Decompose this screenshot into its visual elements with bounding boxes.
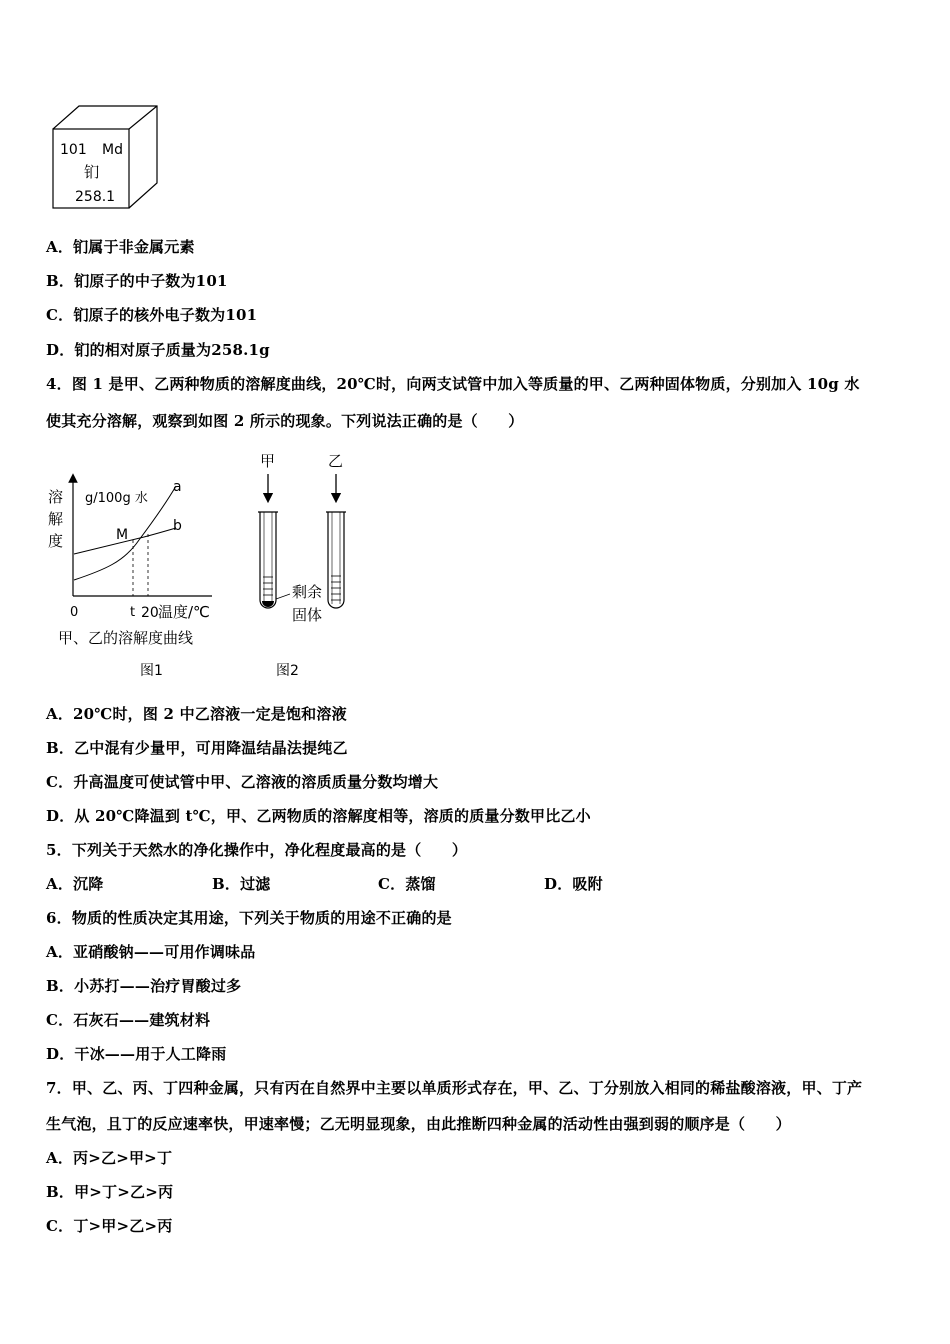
tick-t-label: t [130, 605, 136, 620]
residue-label-1: 剩余 [292, 583, 323, 601]
q5-stem: 5．下列关于天然水的净化操作中，净化程度最高的是（ ） [46, 841, 468, 859]
q6-option-b: B．小苏打——治疗胃酸过多 [46, 977, 242, 995]
q6-stem: 6．物质的性质决定其用途，下列关于物质的用途不正确的是 [46, 909, 452, 927]
y-label-3: 度 [48, 532, 64, 550]
q3-option-a: A．钔属于非金属元素 [46, 238, 195, 256]
q7-stem-line1: 7．甲、乙、丙、丁四种金属，只有丙在自然界中主要以单质形式存在，甲、乙、丁分别放入相同的稀盐酸溶液，甲、丁产 [46, 1079, 863, 1097]
fig2-label: 图2 [276, 663, 299, 679]
q4-option-b: B．乙中混有少量甲，可用降温结晶法提纯乙 [46, 739, 348, 757]
y-unit: g/100g 水 [85, 491, 148, 506]
solubility-curve-figure [44, 470, 234, 682]
q3-option-b: B．钔原子的中子数为101 [46, 272, 228, 290]
tube1-label: 甲 [260, 452, 276, 470]
q5-option-c: C．蒸馏 [378, 875, 436, 893]
curve-b-label: b [173, 518, 182, 534]
q4-stem-line1: 4．图 1 是甲、乙两种物质的溶解度曲线，20℃时，向两支试管中加入等质量的甲、乙两种固体物质，分别加入 10g 水 [46, 375, 860, 393]
element-mass: 258.1 [75, 189, 116, 205]
q5-option-a: A．沉降 [46, 875, 104, 893]
q6-option-c: C．石灰石——建筑材料 [46, 1011, 211, 1029]
x-axis-label: 温度/℃ [158, 603, 210, 621]
tube1 [260, 512, 276, 608]
tube2-label: 乙 [328, 452, 344, 470]
fig1-label: 图1 [140, 663, 163, 679]
origin-label: 0 [70, 605, 79, 620]
q4-option-d: D．从 20℃降温到 t℃，甲、乙两物质的溶解度相等，溶质的质量分数甲比乙小 [46, 807, 591, 825]
q5-options [46, 873, 603, 894]
q5-option-b: B．过滤 [212, 875, 271, 893]
q4-option-a: A．20℃时，图 2 中乙溶液一定是饱和溶液 [46, 705, 347, 723]
q6-option-a: A．亚硝酸钠——可用作调味品 [46, 943, 256, 961]
residue-label-2: 固体 [292, 606, 323, 624]
element-box-figure [50, 100, 162, 212]
q7-stem-line2: 生气泡，且丁的反应速率快，甲速率慢；乙无明显现象，由此推断四种金属的活动性由强到弱的顺序是（ ） [46, 1115, 791, 1133]
y-label-1: 溶 [48, 488, 64, 506]
q7-option-b: B．甲>丁>乙>丙 [46, 1183, 174, 1201]
q4-stem-line2: 使其充分溶解，观察到如图 2 所示的现象。下列说法正确的是（ ） [46, 412, 524, 430]
q6-option-d: D．干冰——用于人工降雨 [46, 1045, 227, 1063]
q4-option-c: C．升高温度可使试管中甲、乙溶液的溶质质量分数均增大 [46, 773, 439, 791]
tube1-residue [262, 601, 274, 607]
element-symbol: Md [102, 142, 123, 158]
intersection-label: M [116, 527, 129, 543]
q3-option-c: C．钔原子的核外电子数为101 [46, 306, 258, 324]
residue-pointer [276, 594, 290, 599]
test-tube-figure [244, 450, 374, 682]
q7-option-a: A．丙>乙>甲>丁 [46, 1149, 173, 1167]
y-label-2: 解 [48, 510, 64, 528]
tick-20-label: 20 [141, 605, 159, 621]
q7-option-c: C．丁>甲>乙>丙 [46, 1217, 173, 1235]
curve-a-label: a [173, 479, 182, 495]
q3-option-d: D．钔的相对原子质量为258.1g [46, 341, 270, 359]
element-number: 101 [60, 142, 87, 158]
tube2 [328, 512, 344, 608]
fig1-caption: 甲、乙的溶解度曲线 [58, 629, 194, 647]
q5-option-d: D．吸附 [544, 875, 603, 893]
element-name: 钔 [84, 163, 100, 181]
